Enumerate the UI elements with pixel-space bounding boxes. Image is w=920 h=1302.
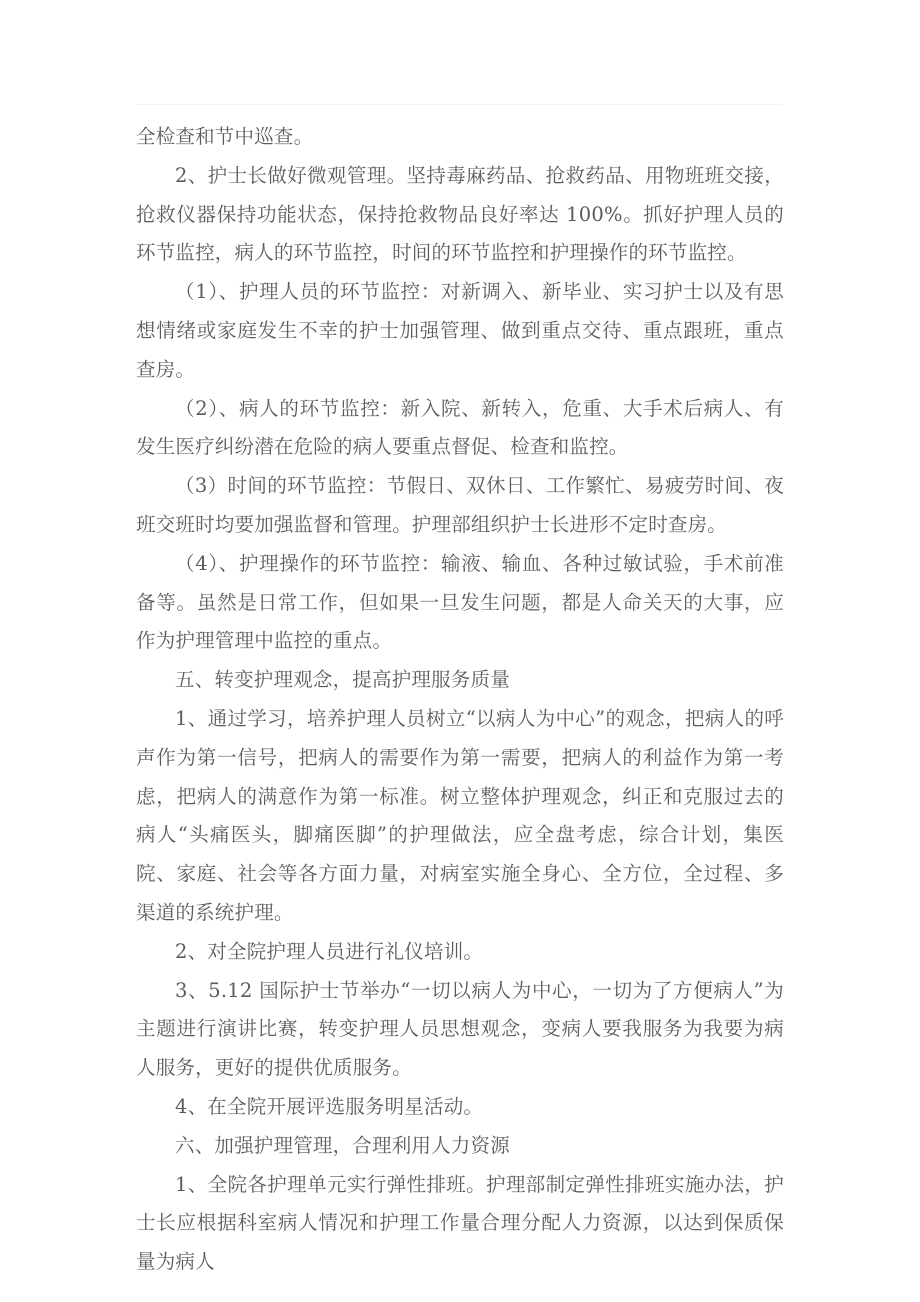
document-body (136, 118, 784, 1282)
header-rule (136, 104, 782, 105)
paragraph: （1）、护理人员的环节监控：对新调入、新毕业、实习护士以及有思想情绪或家庭发生不幸的护士加强管理、做到重点交待、重点跟班，重点查房。 (136, 280, 784, 381)
section-heading: 六、加强护理管理，合理利用人力资源 (175, 1133, 510, 1157)
paragraph: 1、全院各护理单元实行弹性排班。护理部制定弹性排班实施办法，护士长应根据科室病人情况和护理工作量合理分配人力资源，以达到保质保量为病人 (136, 1172, 784, 1274)
paragraph: （3）时间的环节监控：节假日、双休日、工作繁忙、易疲劳时间、夜班交班时均要加强监督和管理。护理部组织护士长进形不定时查房。 (136, 474, 784, 536)
paragraph: 4、在全院开展评选服务明星活动。 (175, 1094, 484, 1118)
section-heading: 五、转变护理观念，提高护理服务质量 (175, 668, 510, 692)
paragraph: 1、通过学习，培养护理人员树立“以病人为中心”的观念，把病人的呼声作为第一信号，把病人的需要作为第一需要，把病人的利益作为第一考虑，把病人的满意作为第一标准。树立整体护理观念，纠正和克服过去的病人“头痛医头，脚痛医脚”的护理做法，应全盘考虑，综合计划，集医院、家庭、社会等各方面力量，对病室实施全身心、全方位，全过程、多渠道的系统护理。 (136, 706, 784, 924)
paragraph: 全检查和节中巡查。 (136, 125, 314, 148)
paragraph: 3、5.12 国际护士节举办“一切以病人为中心，一切为了方便病人”为主题进行演讲比赛，转变护理人员思想观念，变病人要我服务为我要为病人服务，更好的提供优质服务。 (136, 978, 784, 1080)
paragraph: 2、护士长做好微观管理。坚持毒麻药品、抢救药品、用物班班交接，抢救仪器保持功能状态，保持抢救物品良好率达 100%。抓好护理人员的环节监控，病人的环节监控，时间的环节监控和护理操作的环节监控。 (136, 163, 784, 265)
paragraph: （2）、病人的环节监控：新入院、新转入，危重、大手术后病人、有发生医疗纠纷潜在危险的病人要重点督促、检查和监控。 (136, 396, 784, 459)
paragraph: （4）、护理操作的环节监控：输液、输血、各种过敏试验，手术前准备等。虽然是日常工作，但如果一旦发生问题，都是人命关天的大事，应作为护理管理中监控的重点。 (136, 551, 784, 653)
paragraph: 2、对全院护理人员进行礼仪培训。 (175, 939, 484, 963)
